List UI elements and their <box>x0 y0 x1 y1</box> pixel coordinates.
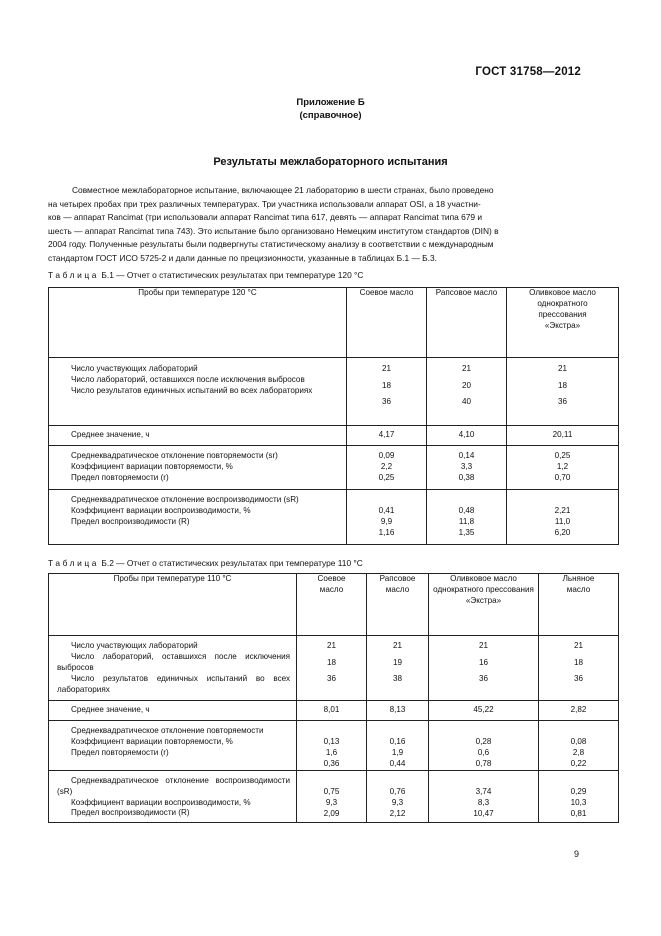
table2-header-row <box>49 574 619 636</box>
table2-repeat-linseed <box>539 721 619 771</box>
table1-header-sample: Рапсовое масло <box>427 288 507 358</box>
cell-value: 36 <box>381 396 391 406</box>
cell-value: 19 <box>392 657 402 667</box>
cell-value: 0,13 <box>323 737 340 746</box>
cell-value: 2,21 <box>554 506 571 515</box>
row-label: Коэффициент вариации воспроизводимости, % <box>71 505 251 515</box>
table1-repeat-soy <box>347 446 427 490</box>
cell-value: 0,36 <box>323 758 340 768</box>
cell-value: 3,3 <box>460 461 473 471</box>
row-label: Коэффициент вариации воспроизводимости, % <box>71 797 251 807</box>
cell-value: 18 <box>573 657 583 667</box>
cell-value: 18 <box>557 380 567 390</box>
table1-row-reproducibility <box>49 490 619 545</box>
intro-line: шесть — аппарат Rancimat типа 743). Это испытание было организовано Немецким институтом стандартов (DIN) в <box>48 225 499 236</box>
cell-value: 8,3 <box>477 797 490 807</box>
cell-value: 0,14 <box>458 451 475 460</box>
cell-value: 21 <box>478 641 488 650</box>
table2-header-sample: Рапсовое масло <box>367 574 429 636</box>
table1-repro-rapeseed <box>427 490 507 545</box>
cell-value: 0,25 <box>554 451 571 460</box>
cell-value: 0,38 <box>458 472 475 482</box>
row-label: Предел повторяемости (r) <box>71 472 169 482</box>
table2-repro-olive <box>429 770 539 822</box>
cell-value: 0,16 <box>389 737 406 746</box>
cell-value: 9,9 <box>380 516 393 526</box>
row-label: Среднеквадратическое отклонение повторяемости <box>71 726 264 735</box>
table2-caption <box>48 558 363 568</box>
cell-value: 36 <box>478 673 488 683</box>
table1-caption <box>48 270 363 280</box>
row-label: Среднеквадратическое отклонение повторяемости (sr) <box>71 451 278 460</box>
table2-repro-labels <box>49 770 297 822</box>
table1-labs-rapeseed <box>427 358 507 426</box>
intro-line: ков — аппарат Rancimat (три использовали аппарат Rancimat типа 617, девять — аппарат Rancimat типа 679 и <box>48 212 483 223</box>
cell-value: 1,6 <box>325 747 338 757</box>
row-label: Число лабораторий, оставшихся после исключения выбросов <box>57 651 290 672</box>
table1-repro-soy <box>347 490 427 545</box>
row-label: Среднеквадратическое отклонение воспроизводимости (sR) <box>57 775 290 796</box>
cell-value: 3,74 <box>475 786 492 796</box>
table2-mean-soy: 8,01 <box>297 701 367 721</box>
table2-header-sample: Соевое масло <box>297 574 367 636</box>
table2-row-repeatability <box>49 721 619 771</box>
row-label: Коэффициент вариации повторяемости, % <box>71 736 233 746</box>
cell-value: 40 <box>461 396 471 406</box>
cell-value: 0,44 <box>389 758 406 768</box>
table1-row-labs <box>49 358 619 426</box>
row-label: Коэффициент вариации повторяемости, % <box>71 461 233 471</box>
table2-repeat-labels <box>49 721 297 771</box>
cell-value: 38 <box>392 673 402 683</box>
table1-mean-soy: 4,17 <box>347 426 427 446</box>
table1-header-row <box>49 288 619 358</box>
table2-labs-linseed <box>539 636 619 701</box>
cell-value: 1,16 <box>378 527 395 537</box>
table2 <box>48 573 619 823</box>
table2-caption-word: Таблица <box>48 558 100 568</box>
intro-paragraph <box>48 184 615 266</box>
cell-value: 0,22 <box>570 758 587 768</box>
row-label: Предел воспроизводимости (R) <box>71 516 190 526</box>
table2-repeat-soy <box>297 721 367 771</box>
page-number: 9 <box>573 849 579 859</box>
intro-line: Совместное межлабораторное испытание, включающее 21 лабораторию в шести странах, было проведено <box>72 185 494 195</box>
table2-caption-text: Б.2 — Отчет о статистических результатах при температуре 110 °С <box>99 558 363 568</box>
cell-value: 18 <box>326 657 336 667</box>
row-label: Предел повторяемости (r) <box>71 747 169 757</box>
table2-repeat-olive <box>429 721 539 771</box>
row-label: Среднее значение, ч <box>71 705 150 715</box>
row-label: Число участвующих лабораторий <box>71 364 198 373</box>
table2-repro-linseed <box>539 770 619 822</box>
cell-value: 0,76 <box>389 786 406 796</box>
cell-value: 0,70 <box>554 472 571 482</box>
cell-value: 0,25 <box>378 472 395 482</box>
cell-value: 0,28 <box>475 737 492 746</box>
cell-value: 36 <box>326 673 336 683</box>
table1-mean-label <box>49 426 347 446</box>
cell-value: 1,9 <box>391 747 404 757</box>
table2-mean-rapeseed: 8,13 <box>367 701 429 721</box>
table2-labs-rapeseed <box>367 636 429 701</box>
table1-mean-olive: 20,11 <box>507 426 619 446</box>
row-label: Число результатов единичных испытаний во всех лабораториях <box>57 673 290 694</box>
table2-repeat-rapeseed <box>367 721 429 771</box>
cell-value: 36 <box>557 396 567 406</box>
document-standard-code: ГОСТ 31758—2012 <box>475 66 581 78</box>
cell-value: 0,6 <box>477 747 490 757</box>
intro-line: стандартом ГОСТ ИСО 5725-2 и дали данные по прецизионности, указанные в таблицах Б.1 — Б.3. <box>48 252 437 263</box>
cell-value: 2,12 <box>389 808 406 818</box>
cell-value: 0,08 <box>570 737 587 746</box>
table1-repro-labels <box>49 490 347 545</box>
table2-mean-olive: 45,22 <box>429 701 539 721</box>
cell-value: 18 <box>381 380 391 390</box>
row-label: Среднее значение, ч <box>71 430 150 440</box>
table1-header-samples: Пробы при температуре 120 °С <box>49 288 347 358</box>
table1-header-sample: Соевое масло <box>347 288 427 358</box>
cell-value: 21 <box>381 364 391 373</box>
cell-value: 2,8 <box>572 747 585 757</box>
row-label: Число лабораторий, оставшихся после исключения выбросов <box>71 374 305 384</box>
table1-caption-text: Б.1 — Отчет о статистических результатах при температуре 120 °С <box>99 270 364 280</box>
cell-value: 1,35 <box>458 527 475 537</box>
table1-repeat-olive <box>507 446 619 490</box>
annex-subtitle: (справочное) <box>299 110 362 121</box>
table2-labs-soy <box>297 636 367 701</box>
cell-value: 21 <box>326 641 336 650</box>
table2-mean-linseed: 2,82 <box>539 701 619 721</box>
table1-repro-olive <box>507 490 619 545</box>
cell-value: 2,09 <box>323 808 340 818</box>
cell-value: 2,2 <box>380 461 393 471</box>
row-label: Число участвующих лабораторий <box>71 641 198 650</box>
table1-caption-word: Таблица <box>48 270 100 280</box>
cell-value: 9,3 <box>325 797 338 807</box>
cell-value: 1,2 <box>556 461 569 471</box>
annex-title: Приложение Б <box>296 97 365 108</box>
cell-value: 11,8 <box>458 516 475 526</box>
table1-labs-labels <box>49 358 347 426</box>
cell-value: 0,48 <box>458 506 475 515</box>
table2-labs-labels <box>49 636 297 701</box>
cell-value: 0,81 <box>570 808 587 818</box>
cell-value: 11,0 <box>554 516 571 526</box>
table2-header-samples: Пробы при температуре 110 °С <box>49 574 297 636</box>
cell-value: 9,3 <box>391 797 404 807</box>
cell-value: 0,41 <box>378 506 395 515</box>
table1-repeat-rapeseed <box>427 446 507 490</box>
cell-value: 20 <box>461 380 471 390</box>
table1-row-repeatability <box>49 446 619 490</box>
cell-value: 21 <box>461 364 471 373</box>
table2-header-sample: Льняное масло <box>539 574 619 636</box>
table2-header-sample: Оливковое масло однократного прессования «Экстра» <box>429 574 539 636</box>
cell-value: 0,09 <box>378 451 395 460</box>
cell-value: 6,20 <box>554 527 571 537</box>
row-label: Число результатов единичных испытаний во всех лабораториях <box>71 385 313 395</box>
table1 <box>48 287 619 545</box>
table2-repro-soy <box>297 770 367 822</box>
table1-row-mean <box>49 426 619 446</box>
cell-value: 21 <box>392 641 402 650</box>
cell-value: 10,3 <box>570 797 587 807</box>
cell-value: 0,75 <box>323 786 340 796</box>
cell-value: 10,47 <box>473 808 494 818</box>
cell-value: 36 <box>573 673 583 683</box>
table2-mean-label <box>49 701 297 721</box>
cell-value: 0,29 <box>570 786 587 796</box>
table1-header-sample: Оливковое масло однократного прессования «Экстра» <box>507 288 619 358</box>
table2-row-labs <box>49 636 619 701</box>
row-label: Предел воспроизводимости (R) <box>71 808 190 818</box>
table2-row-reproducibility <box>49 770 619 822</box>
cell-value: 21 <box>557 364 567 373</box>
table2-labs-olive <box>429 636 539 701</box>
row-label: Среднеквадратическое отклонение воспроизводимости (sR) <box>71 495 299 504</box>
table1-repeat-labels <box>49 446 347 490</box>
intro-line: на четырех пробах при трех различных температурах. Три участника использовали аппарат OSI, а 18 участни- <box>48 198 481 209</box>
cell-value: 16 <box>478 657 488 667</box>
table2-row-mean <box>49 701 619 721</box>
intro-line: 2004 году. Полученные результаты были подвергнуты статистическому анализу в соответствии с международным <box>48 239 494 250</box>
table1-mean-rapeseed: 4,10 <box>427 426 507 446</box>
table2-repro-rapeseed <box>367 770 429 822</box>
table1-labs-soy <box>347 358 427 426</box>
section-title: Результаты межлабораторного испытания <box>213 156 448 168</box>
cell-value: 0,78 <box>475 758 492 768</box>
table1-labs-olive <box>507 358 619 426</box>
cell-value: 21 <box>573 641 583 650</box>
